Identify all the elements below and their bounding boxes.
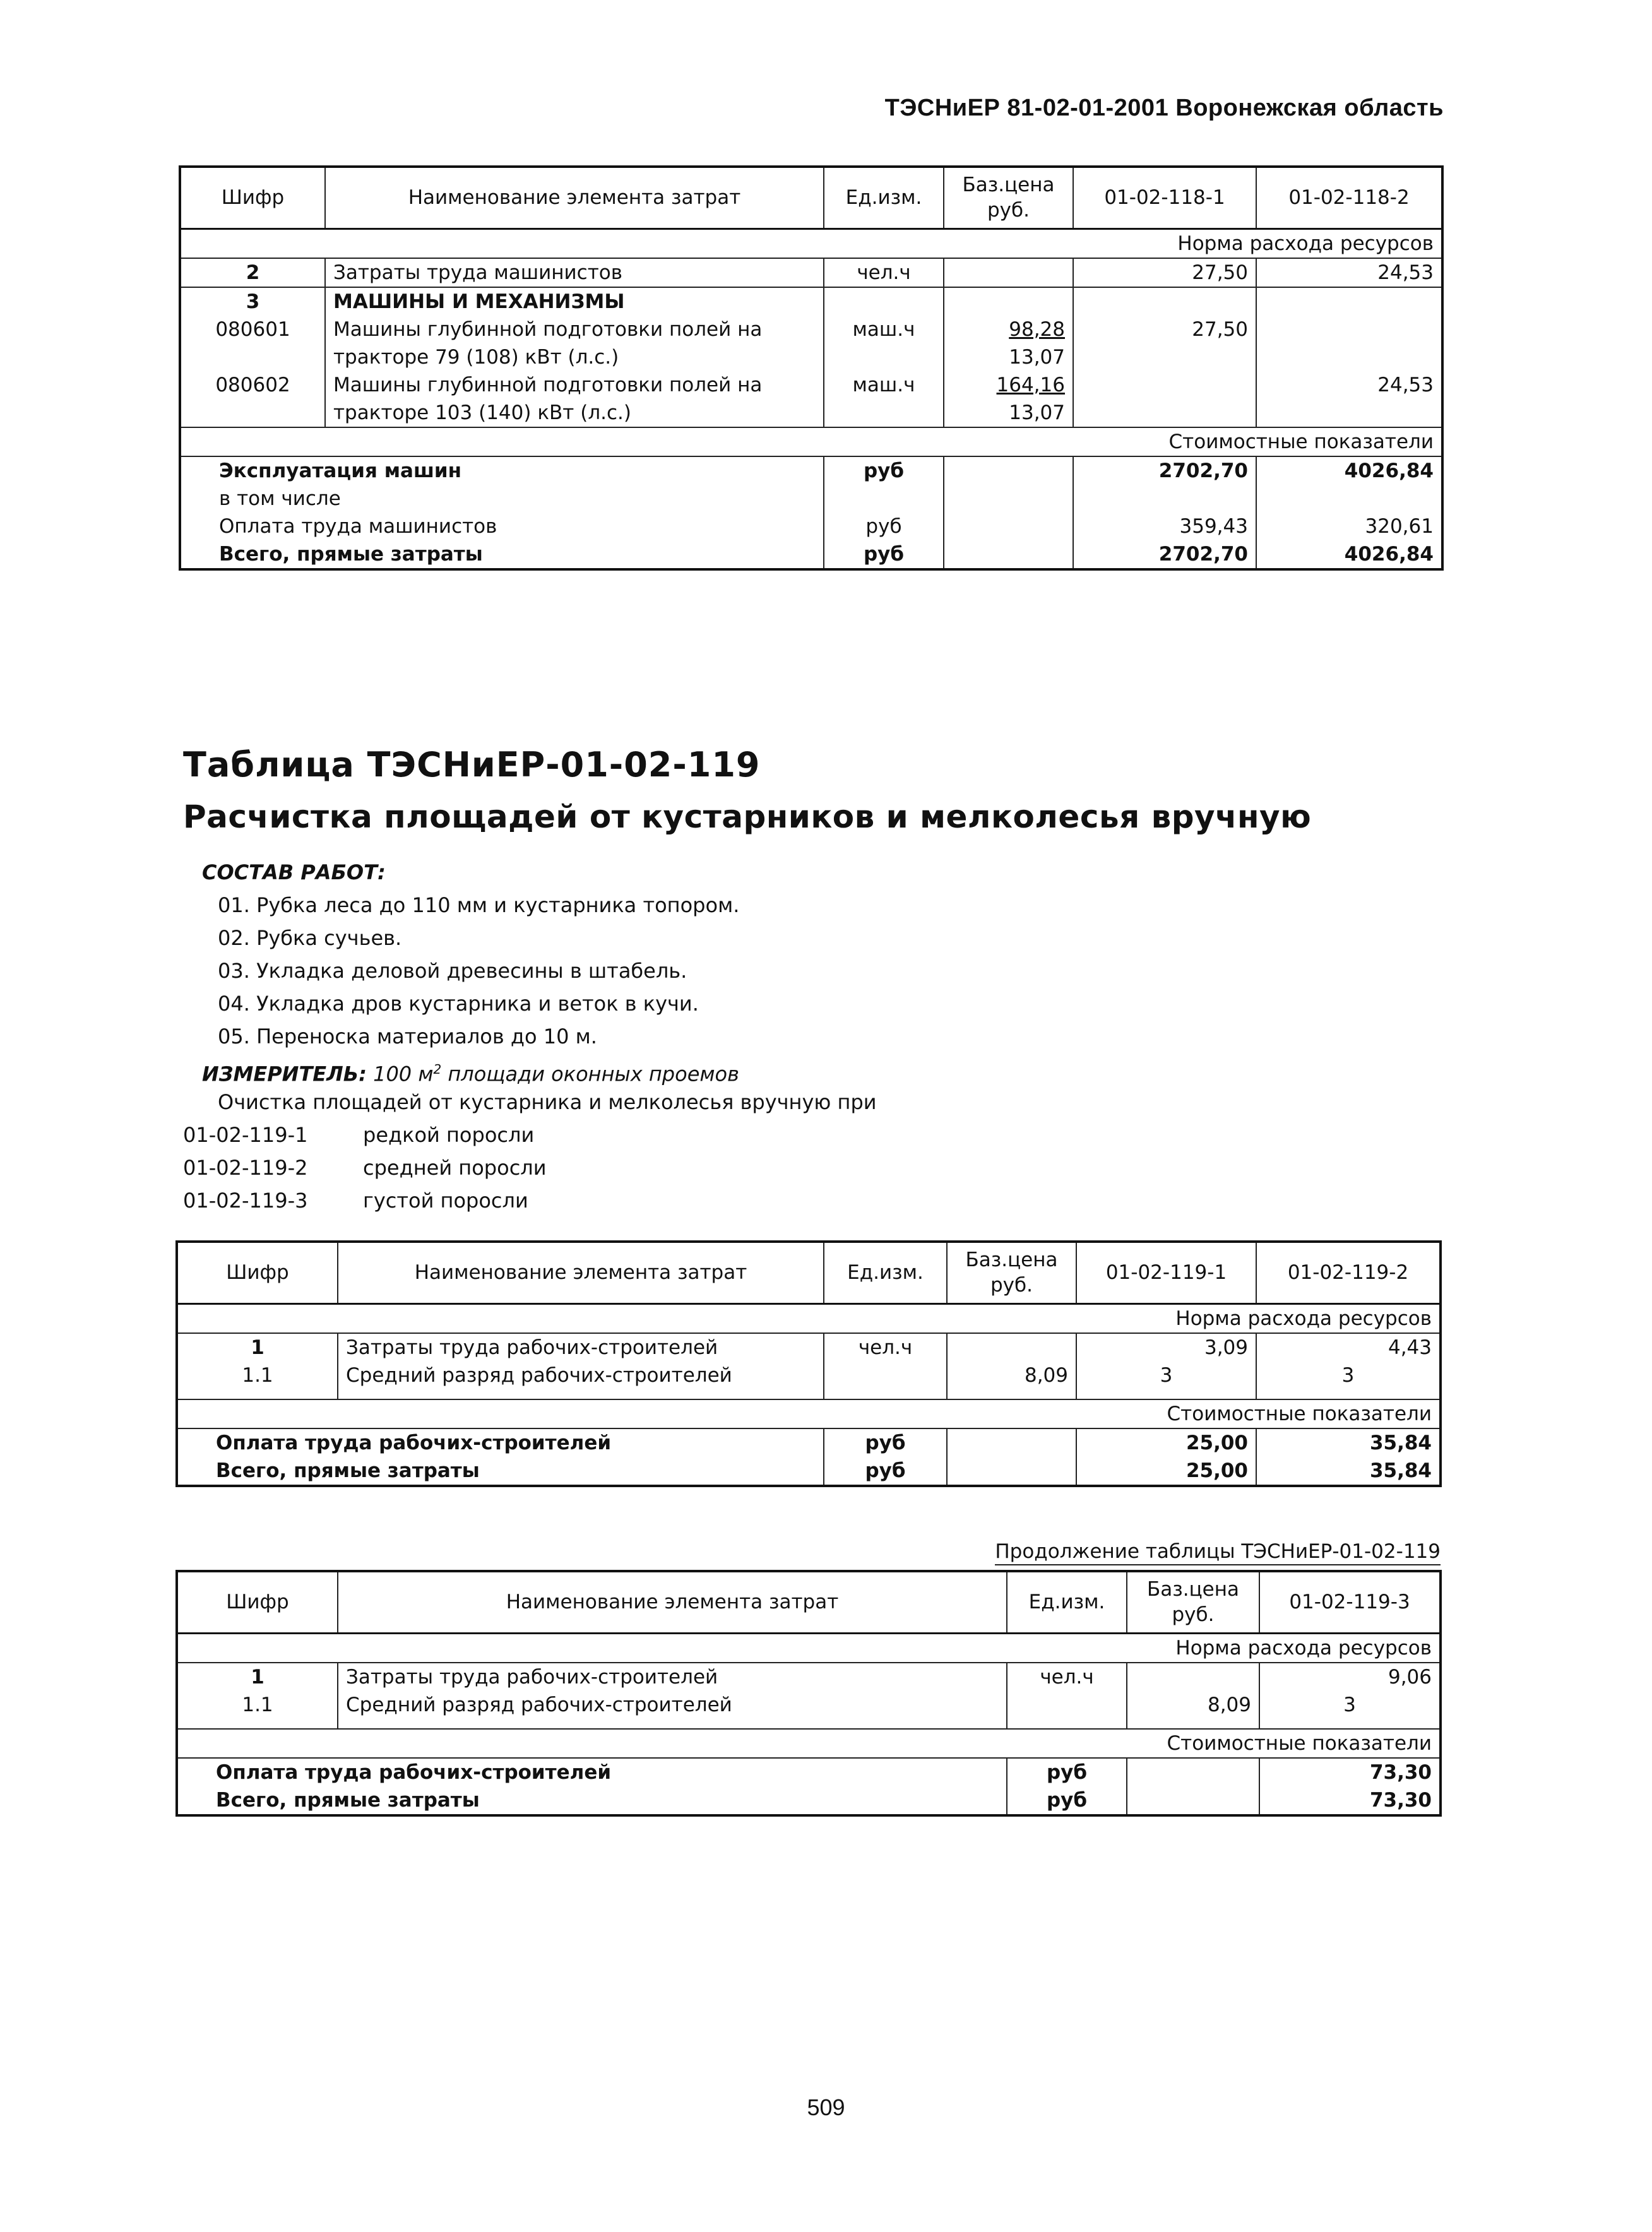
stoim-label: Стоимостные показатели (177, 1729, 1441, 1758)
row-name: Средний разряд рабочих-строителей (338, 1691, 1007, 1729)
col-header-variant-2: 01-02-118-2 (1256, 167, 1442, 229)
cost-row (180, 456, 1442, 485)
continuation-caption: Продолжение таблицы ТЭСНиЕР-01-02-119 (995, 1539, 1441, 1565)
variant-text: густой поросли (363, 1189, 528, 1213)
row-code: 1.1 (177, 1362, 338, 1399)
list-item: 02. Рубка сучьев. (218, 926, 402, 950)
row-name: Машины глубинной подготовки полей на тракторе 79 (108) кВт (л.с.) (325, 316, 824, 371)
col-header-unit: Ед.изм. (824, 1242, 947, 1303)
row-price: 8,09 (1127, 1691, 1259, 1729)
col-header-price: Баз.цена руб. (947, 1242, 1076, 1303)
cost-value-2: 35,84 (1256, 1457, 1441, 1486)
cost-name: Оплата труда машинистов (180, 513, 824, 540)
measure-line (202, 1053, 739, 1091)
list-item: 05. Переноска материалов до 10 м. (218, 1024, 597, 1048)
norma-label: Норма расхода ресурсов (177, 1303, 1441, 1333)
resource-table-119-cont (175, 1570, 1442, 1817)
col-header-price: Баз.цена руб. (944, 167, 1073, 229)
cost-row (177, 1786, 1441, 1815)
col-header-variant-3: 01-02-119-3 (1259, 1571, 1441, 1633)
cost-value-2: 4026,84 (1256, 456, 1442, 485)
cost-value-1: 25,00 (1076, 1457, 1256, 1486)
row-value-2 (1256, 316, 1442, 371)
row-value-3: 3 (1259, 1691, 1441, 1729)
stoim-row (177, 1399, 1441, 1428)
row-price (1127, 1663, 1259, 1691)
norma-label: Норма расхода ресурсов (180, 229, 1442, 258)
norma-row (177, 1633, 1441, 1663)
list-item: 01. Рубка леса до 110 мм и кустарника топором. (218, 893, 740, 917)
cost-unit: руб (824, 1457, 947, 1486)
variant-code: 01-02-119-2 (183, 1156, 308, 1180)
row-value-1: 27,50 (1073, 258, 1256, 287)
row-price-labor: 13,07 (1009, 345, 1065, 369)
col-header-code: Шифр (177, 1571, 338, 1633)
cost-row (177, 1457, 1441, 1486)
norma-label: Норма расхода ресурсов (177, 1633, 1441, 1663)
row-unit (824, 287, 944, 316)
stoim-label: Стоимостные показатели (177, 1399, 1441, 1428)
row-value-2: 3 (1256, 1362, 1441, 1399)
row-unit: чел.ч (1007, 1663, 1127, 1691)
variant-text: редкой поросли (363, 1123, 535, 1147)
row-value-2: 24,53 (1256, 258, 1442, 287)
row-name: МАШИНЫ И МЕХАНИЗМЫ (325, 287, 824, 316)
cost-unit: руб (824, 540, 944, 569)
row-name: Затраты труда машинистов (325, 258, 824, 287)
row-code: 1.1 (177, 1691, 338, 1729)
col-header-code: Шифр (177, 1242, 338, 1303)
cost-name: Всего, прямые затраты (180, 540, 824, 569)
cost-name: Оплата труда рабочих-строителей (177, 1428, 824, 1457)
row-price-cell (944, 371, 1073, 427)
row-value-1: 27,50 (1073, 316, 1256, 371)
row-price (944, 258, 1073, 287)
resource-table-119 (175, 1240, 1442, 1487)
row-name: Затраты труда рабочих-строителей (338, 1333, 824, 1362)
row-price-cell (944, 316, 1073, 371)
stoim-label: Стоимостные показатели (180, 427, 1442, 456)
row-code: 1 (177, 1333, 338, 1362)
row-price-labor: 13,07 (1009, 401, 1065, 424)
row-value-1: 3,09 (1076, 1333, 1256, 1362)
norma-row (180, 229, 1442, 258)
cost-row (180, 485, 1442, 513)
list-item: 04. Укладка дров кустарника и веток в кучи. (218, 992, 699, 1016)
row-value-1 (1073, 371, 1256, 427)
table-row (177, 1362, 1441, 1399)
list-item (183, 1151, 547, 1184)
table-row (180, 258, 1442, 287)
col-header-code: Шифр (180, 167, 325, 229)
cost-row (180, 513, 1442, 540)
row-unit: маш.ч (824, 316, 944, 371)
cost-value-1: 2702,70 (1073, 540, 1256, 569)
resource-table-118 (179, 165, 1444, 571)
cost-value-2: 320,61 (1256, 513, 1442, 540)
cost-value-3: 73,30 (1259, 1758, 1441, 1786)
cost-unit: руб (824, 513, 944, 540)
col-header-variant-1: 01-02-119-1 (1076, 1242, 1256, 1303)
table-row (177, 1333, 1441, 1362)
variants-list (183, 1119, 547, 1217)
col-header-price: Баз.цена руб. (1127, 1571, 1259, 1633)
variant-code: 01-02-119-1 (183, 1123, 308, 1147)
cost-row (177, 1428, 1441, 1457)
measure-sup: 2 (433, 1062, 442, 1077)
composition-label: СОСТАВ РАБОТ: (202, 860, 386, 884)
page-number: 509 (807, 2094, 845, 2120)
row-value-2: 4,43 (1256, 1333, 1441, 1362)
row-price: 8,09 (947, 1362, 1076, 1399)
row-value-3: 9,06 (1259, 1663, 1441, 1691)
row-price (944, 287, 1073, 316)
section-subtitle: Расчистка площадей от кустарников и мелколесья вручную (183, 798, 1312, 835)
composition-steps (218, 889, 739, 1053)
col-header-unit: Ед.изм. (824, 167, 944, 229)
row-price: 98,28 (1009, 318, 1065, 341)
measure-pre: 100 м (373, 1062, 434, 1086)
row-code: 2 (180, 258, 325, 287)
running-header: ТЭСНиЕР 81-02-01-2001 Воронежская область (884, 95, 1444, 121)
col-header-unit: Ед.изм. (1007, 1571, 1127, 1633)
variant-text: средней поросли (363, 1156, 547, 1180)
norma-row (177, 1303, 1441, 1333)
stoim-row (180, 427, 1442, 456)
cost-value-2: 4026,84 (1256, 540, 1442, 569)
row-code: 080601 (180, 316, 325, 371)
row-value-2: 24,53 (1256, 371, 1442, 427)
cost-name: Эксплуатация машин (180, 456, 824, 485)
composition-block (202, 856, 386, 889)
row-unit: маш.ч (824, 371, 944, 427)
cost-value-1 (1073, 485, 1256, 513)
row-price (947, 1333, 1076, 1362)
cost-row (180, 540, 1442, 569)
row-name: Средний разряд рабочих-строителей (338, 1362, 824, 1399)
cost-unit: руб (824, 456, 944, 485)
row-value-1: 3 (1076, 1362, 1256, 1399)
table-row (180, 316, 1442, 371)
measure-label: ИЗМЕРИТЕЛЬ: (202, 1062, 367, 1086)
table-header-row (177, 1571, 1441, 1633)
variant-code: 01-02-119-3 (183, 1189, 308, 1213)
cost-value-2 (1256, 485, 1442, 513)
row-unit: чел.ч (824, 1333, 947, 1362)
section-title: Таблица ТЭСНиЕР-01-02-119 (183, 745, 761, 785)
cost-row (177, 1758, 1441, 1786)
cost-value-2: 35,84 (1256, 1428, 1441, 1457)
cost-unit: руб (824, 1428, 947, 1457)
row-unit: чел.ч (824, 258, 944, 287)
col-header-name: Наименование элемента затрат (325, 167, 824, 229)
row-unit (1007, 1691, 1127, 1729)
table-header-row (180, 167, 1442, 229)
table-row (180, 287, 1442, 316)
measure-post: площади оконных проемов (441, 1062, 739, 1086)
cost-name: в том числе (180, 485, 824, 513)
cost-value-1: 25,00 (1076, 1428, 1256, 1457)
cost-unit: руб (1007, 1758, 1127, 1786)
stoim-row (177, 1729, 1441, 1758)
row-value-2 (1256, 287, 1442, 316)
cost-unit: руб (1007, 1786, 1127, 1815)
row-name: Машины глубинной подготовки полей на тракторе 103 (140) кВт (л.с.) (325, 371, 824, 427)
cost-name: Всего, прямые затраты (177, 1786, 1007, 1815)
row-code: 3 (180, 287, 325, 316)
cost-name: Оплата труда рабочих-строителей (177, 1758, 1007, 1786)
table-header-row (177, 1242, 1441, 1303)
intro-text: Очистка площадей от кустарника и мелколесья вручную при (218, 1090, 877, 1114)
table-row (180, 371, 1442, 427)
cost-unit (824, 485, 944, 513)
table-row (177, 1663, 1441, 1691)
list-item: 03. Укладка деловой древесины в штабель. (218, 959, 687, 983)
list-item (183, 1119, 547, 1151)
col-header-name: Наименование элемента затрат (338, 1242, 824, 1303)
row-code: 1 (177, 1663, 338, 1691)
row-unit (824, 1362, 947, 1399)
row-price: 164,16 (996, 373, 1065, 396)
row-code: 080602 (180, 371, 325, 427)
col-header-variant-2: 01-02-119-2 (1256, 1242, 1441, 1303)
list-item (183, 1184, 547, 1217)
cost-name: Всего, прямые затраты (177, 1457, 824, 1486)
cost-value-1: 2702,70 (1073, 456, 1256, 485)
row-value-1 (1073, 287, 1256, 316)
row-name: Затраты труда рабочих-строителей (338, 1663, 1007, 1691)
col-header-variant-1: 01-02-118-1 (1073, 167, 1256, 229)
cost-value-1: 359,43 (1073, 513, 1256, 540)
col-header-name: Наименование элемента затрат (338, 1571, 1007, 1633)
cost-value-3: 73,30 (1259, 1786, 1441, 1815)
table-row (177, 1691, 1441, 1729)
